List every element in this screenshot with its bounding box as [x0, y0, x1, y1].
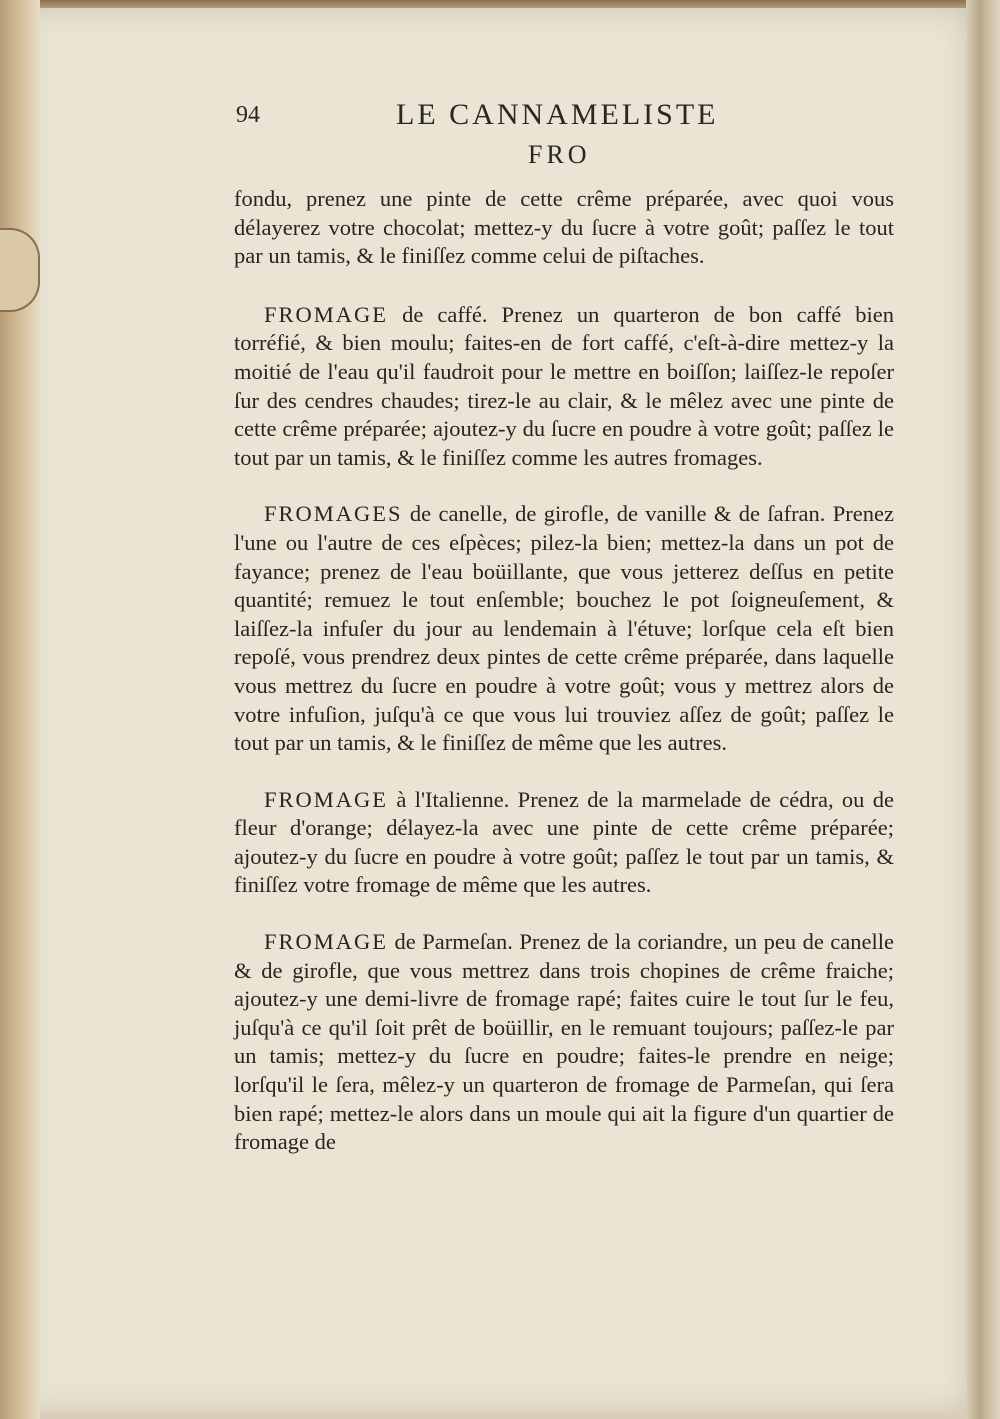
binding-edge	[0, 0, 40, 1419]
entry-fromage-italienne	[234, 786, 894, 900]
page-body	[234, 185, 894, 1185]
entry-headword: FROMAGE	[264, 786, 389, 812]
page-stack-edge	[966, 0, 1000, 1419]
paragraph-continuation	[234, 185, 894, 271]
entry-text: de Parmeſan. Prenez de la coriandre, un peu de canelle & de girofle, que vous mettrez dans trois chopines de crême fraiche; ajoutez-y une demi-livre de fromage rapé; faites cuire le tout ſur le feu, juſqu'à ce qu'il ſoit prêt de boüillir, en le remuant toujours; paſſez-le par un tamis; mettez-y du ſucre en poudre; faites-le prendre en neige; lorſqu'il le ſera, mêlez-y un quarteron de fromage de Parmeſan, qui ſera bien rapé; mettez-le alors dans un moule qui ait la figure d'un quartier de fromage de	[234, 929, 895, 1155]
entry-fromage-caffe	[234, 301, 894, 473]
entry-fromage-parmesan	[234, 928, 894, 1157]
page-header	[228, 98, 748, 138]
entry-fromages-canelle	[234, 500, 894, 757]
guide-word: FRO	[528, 140, 591, 169]
entry-headword: FROMAGE	[264, 929, 389, 955]
entry-text: à l'Italienne. Prenez de la marmelade de cédra, ou de fleur d'orange; délayez-la avec une pinte de cette crême préparée; ajoutez-y du ſucre en poudre à votre goût; paſſez le tout par un tamis, & finiſſez votre fromage de même que les autres.	[234, 786, 894, 898]
entry-headword: FROMAGES	[264, 501, 403, 527]
page-number: 94	[236, 102, 260, 128]
entry-headword: FROMAGE	[264, 301, 389, 327]
paragraph-text: fondu, prenez une pinte de cette crême préparée, avec quoi vous délayerez votre chocolat; mettez-y du ſucre à votre goût; paſſez le tout par un tamis, & le finiſſez comme celui de piſtaches.	[234, 186, 894, 269]
entry-text: de canelle, de girofle, de vanille & de ſafran. Prenez l'une ou l'autre de ces eſpèces; pilez-la bien; mettez-la dans un pot de fayance; prenez de l'eau boüillante, que vous jetterez deſſus en petite quantité; remuez le tout enſemble; bouchez le pot ſoigneuſement, & laiſſez-la infuſer du jour au lendemain à l'étuve; lorſque cela eſt bien repoſé, vous prendrez deux pintes de cette crême préparée, dans laquelle vous mettrez du ſucre en poudre à votre goût; vous y mettrez alors de votre infuſion, juſqu'à ce que vous lui trouviez aſſez de goût; paſſez le tout par un tamis, & le finiſſez de même que les autres.	[234, 501, 894, 756]
page-tab-marker	[0, 228, 40, 312]
entry-text: de caffé. Prenez un quarteron de bon caffé bien torréfié, & bien moulu; faites-en de fort caffé, c'eſt-à-dire mettez-y la moitié de l'eau qu'il faudroit pour le mettre en boiſſon; laiſſez-le repoſer ſur des cendres chaudes; tirez-le au clair, & le mêlez avec une pinte de cette crême préparée; ajoutez-y du ſucre en poudre à votre goût; paſſez le tout par un tamis, & le finiſſez comme les autres fromages.	[234, 301, 895, 470]
running-title: LE CANNAMELISTE	[396, 98, 719, 131]
